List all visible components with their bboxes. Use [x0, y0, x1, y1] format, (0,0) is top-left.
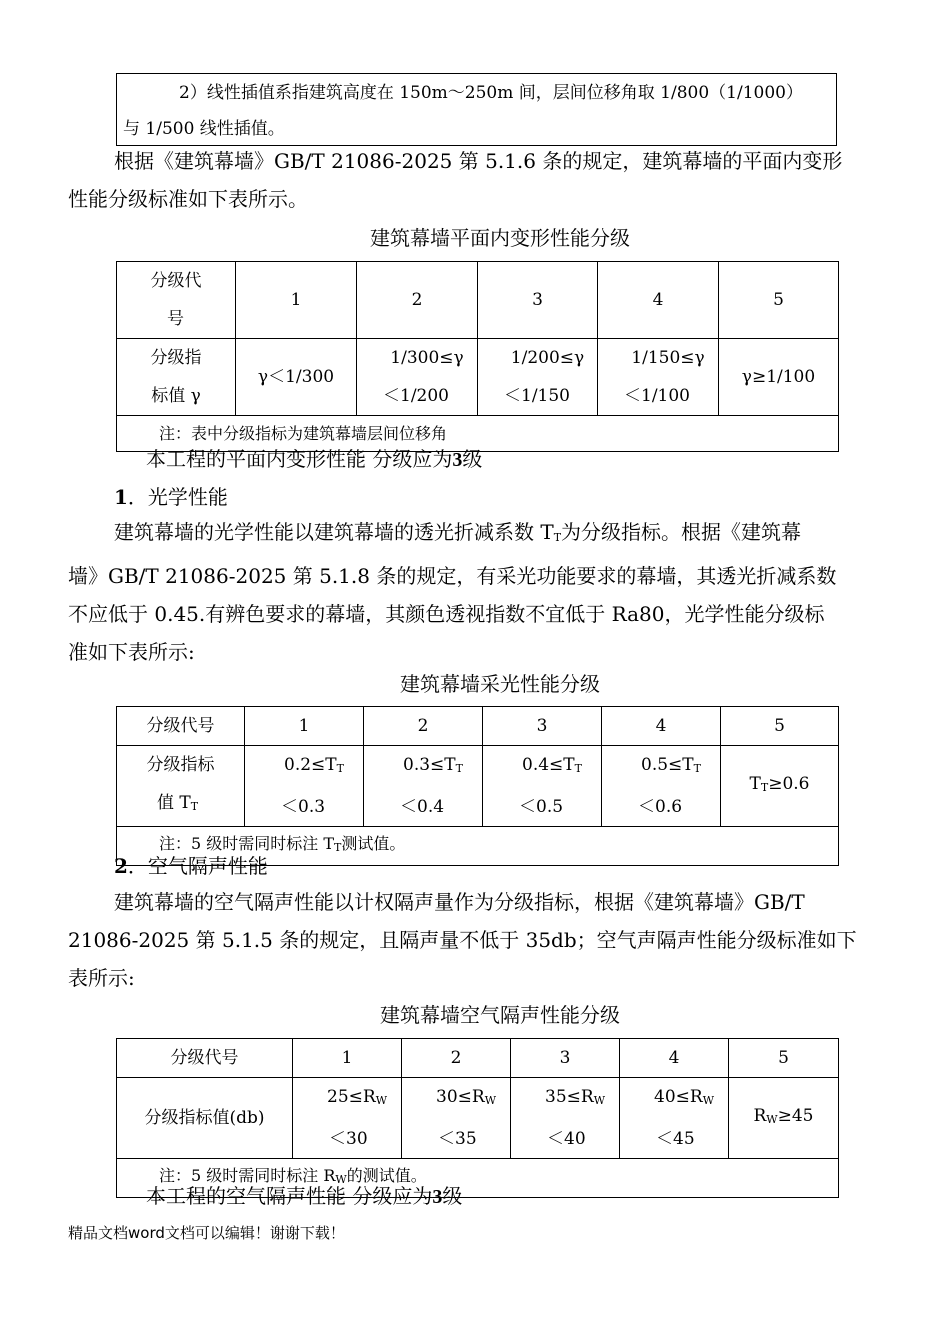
- table2-value-5: $T_T\ge 0.6$: [721, 746, 839, 827]
- table3-grade-1: 1: [293, 1039, 402, 1078]
- section2-number: 2: [114, 854, 128, 878]
- para3-line1: 建筑幕墙的空气隔声性能以计权隔声量作为分级指标，根据《建筑幕墙》GB/T: [114, 890, 805, 914]
- table3-value-1: $25\le R_W$ ＜30: [293, 1078, 402, 1159]
- section2-title: 空气隔声性能: [147, 854, 268, 878]
- para2-line3: 不应低于 0.45.有辨色要求的幕墙，其颜色透视指数不宜低于 Ra80，光学性能分级标: [68, 602, 825, 626]
- section1-title: 光学性能: [147, 485, 228, 509]
- intro-note-line2: 与 1/500 线性插值。: [123, 119, 285, 139]
- table2-header-label: 分级代号: [117, 707, 245, 746]
- para1-line2: 性能分级标准如下表所示。: [68, 187, 308, 211]
- table3-value-3: $35\le R_W$ ＜40: [511, 1078, 620, 1159]
- table3-value-5: $R_W\ge 45$: [729, 1078, 839, 1159]
- table1-value-5: γ≥1/100: [719, 339, 839, 416]
- table2-grade-4: 4: [602, 707, 721, 746]
- table3-header-row: [117, 1039, 839, 1078]
- conclusion-acoustic: 本工程的空气隔声性能 分级应为3级: [146, 1184, 463, 1208]
- deformation-grade-table: [116, 261, 839, 452]
- table3-header-label: 分级代号: [117, 1039, 293, 1078]
- table3-value-2: $30\le R_W$ ＜35: [402, 1078, 511, 1159]
- paragraph-deformation-intro: [68, 142, 888, 218]
- table2-header-row: [117, 707, 839, 746]
- table2-value-row: [117, 746, 839, 827]
- intro-note-line1: 2）线性插值系指建筑高度在 150m～250m 间，层间位移角取 1/800（1/1000）: [179, 83, 803, 103]
- para3-line2: 21086-2025 第 5.1.5 条的规定，且隔声量不低于 35db；空气声隔声性能分级标准如下: [68, 928, 857, 952]
- table1-header-row: [117, 262, 839, 339]
- table2-grade-5: 5: [721, 707, 839, 746]
- table1-grade-3: 3: [478, 262, 598, 339]
- table2-grade-1: 1: [245, 707, 364, 746]
- table2-grade-2: 2: [364, 707, 483, 746]
- conclusion2-grade: 3: [432, 1186, 443, 1208]
- table1-header-label: 分级代 号: [117, 262, 236, 339]
- table1-value-3: 1/200≤γ ＜1/150: [478, 339, 598, 416]
- table2-note: 注：5 级时需同时标注 $T_T$测试值。: [117, 827, 839, 866]
- table1-value-row: [117, 339, 839, 416]
- paragraph-acoustic: [68, 883, 888, 997]
- table1-grade-5: 5: [719, 262, 839, 339]
- table3-grade-3: 3: [511, 1039, 620, 1078]
- table3-grade-5: 5: [729, 1039, 839, 1078]
- page-footer: 精品文档word文档可以编辑！谢谢下载！: [68, 1224, 345, 1242]
- conclusion-deformation: 本工程的平面内变形性能 分级应为3级: [146, 447, 483, 471]
- table1-grade-1: 1: [236, 262, 357, 339]
- para2-line1: 建筑幕墙的光学性能以建筑幕墙的透光折减系数 $T_T$为分级指标。根据《建筑幕: [114, 520, 802, 544]
- intro-note-box: [116, 73, 837, 146]
- table3-row-label: 分级指标值(db): [117, 1078, 293, 1159]
- para2-line4: 准如下表所示:: [68, 640, 195, 664]
- section-heading-acoustic: 2．空气隔声性能: [114, 854, 268, 878]
- table2-value-4: $0.5\le T_T$ ＜0.6: [602, 746, 721, 827]
- table1-note: 注：表中分级指标为建筑幕墙层间位移角: [117, 416, 839, 452]
- table2-value-2: $0.3\le T_T$ ＜0.4: [364, 746, 483, 827]
- table3-note: 注：5 级时需同时标注 $R_W$的测试值。: [117, 1159, 839, 1198]
- table1-grade-2: 2: [357, 262, 478, 339]
- para2-line2: 墙》GB/T 21086-2025 第 5.1.8 条的规定，有采光功能要求的幕墙，其透光折减系数: [68, 564, 837, 588]
- table2-caption: 建筑幕墙采光性能分级: [400, 672, 600, 696]
- table1-grade-4: 4: [598, 262, 719, 339]
- daylighting-grade-table: [116, 706, 839, 866]
- table3-caption: 建筑幕墙空气隔声性能分级: [380, 1003, 620, 1027]
- table3-value-4: $40\le R_W$ ＜45: [620, 1078, 729, 1159]
- para3-line3: 表所示:: [68, 966, 135, 990]
- para1-line1: 根据《建筑幕墙》GB/T 21086-2025 第 5.1.6 条的规定，建筑幕墙的平面内变形: [114, 149, 843, 173]
- table2-grade-3: 3: [483, 707, 602, 746]
- table1-value-1: γ＜1/300: [236, 339, 357, 416]
- sound-insulation-grade-table: [116, 1038, 839, 1198]
- table1-caption: 建筑幕墙平面内变形性能分级: [370, 226, 630, 250]
- table3-value-row: [117, 1078, 839, 1159]
- table2-value-1: $0.2\le T_T$ ＜0.3: [245, 746, 364, 827]
- table1-row-label: 分级指 标值 γ: [117, 339, 236, 416]
- table1-value-4: 1/150≤γ ＜1/100: [598, 339, 719, 416]
- section-heading-optical: 1．光学性能: [114, 485, 228, 509]
- table3-grade-4: 4: [620, 1039, 729, 1078]
- section1-number: 1: [114, 485, 128, 509]
- table1-value-2: 1/300≤γ ＜1/200: [357, 339, 478, 416]
- conclusion1-grade: 3: [452, 449, 463, 471]
- table3-grade-2: 2: [402, 1039, 511, 1078]
- table2-row-label: 分级指标 值 $T_T$: [117, 746, 245, 827]
- paragraph-optical: [68, 513, 888, 671]
- table2-value-3: $0.4\le T_T$ ＜0.5: [483, 746, 602, 827]
